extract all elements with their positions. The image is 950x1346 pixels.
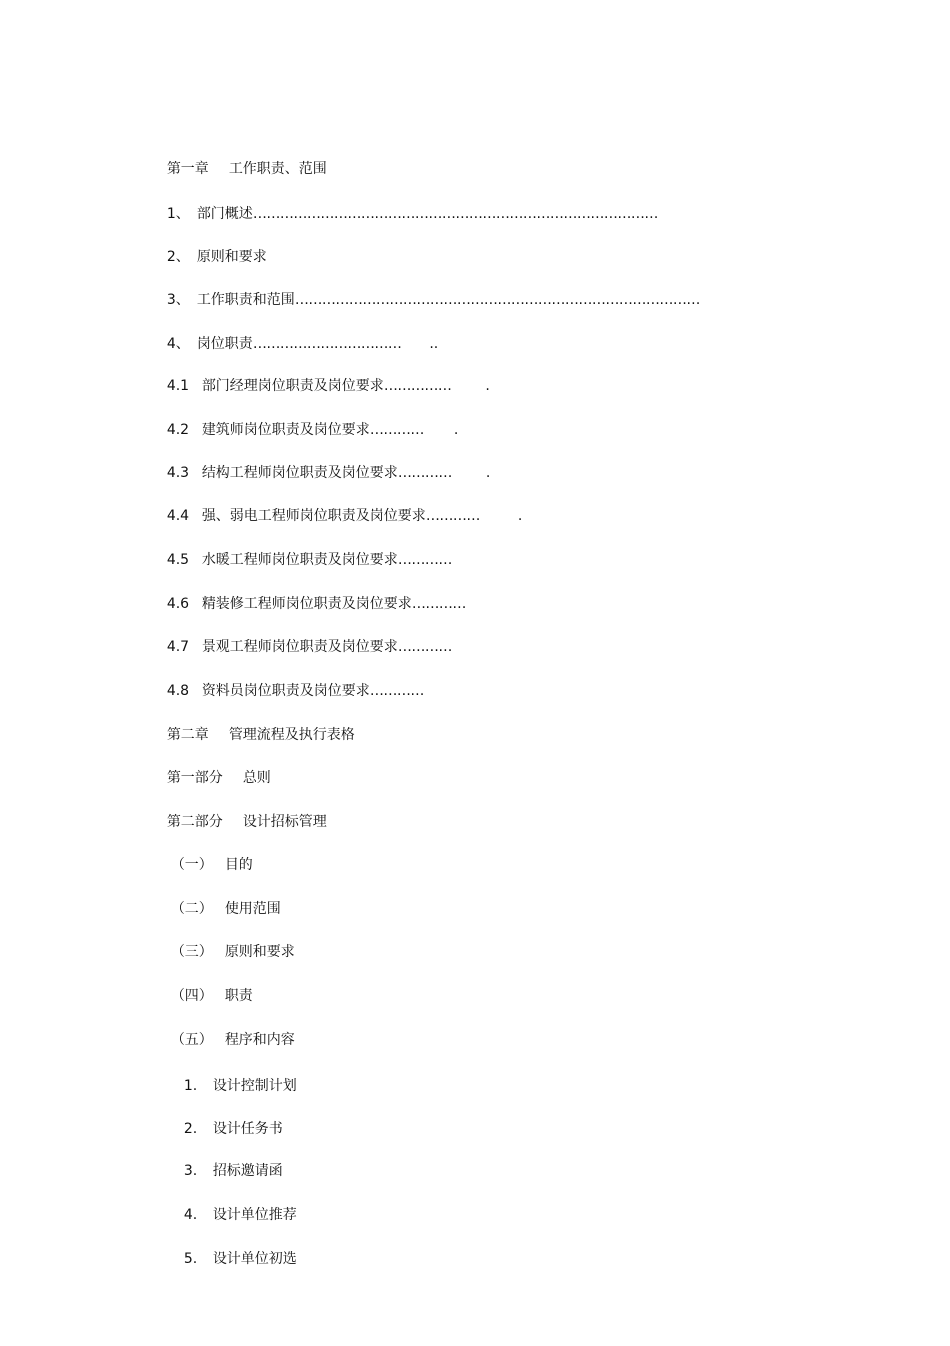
toc-number: 4. [183,1207,198,1223]
toc-number: 3. [183,1163,198,1179]
toc-text: 结构工程师岗位职责及岗位要求 [201,465,398,481]
toc-number: （四） [170,988,213,1004]
toc-text: 岗位职责 [196,336,253,352]
toc-text: 原则和要求 [196,249,267,265]
toc-number: 第一章 [166,161,209,177]
toc-text: 原则和要求 [224,944,295,960]
toc-text: 部门概述 [196,206,253,222]
toc-entry-part-2 [149,795,327,830]
toc-text: 管理流程及执行表格 [228,727,355,743]
toc-text: 职责 [224,988,253,1004]
toc-entry-step-1 [166,1059,297,1094]
toc-entry-step-3 [166,1144,283,1179]
toc-leader: ………… [369,683,424,699]
toc-number: 4.5 [166,552,190,568]
toc-entry-4-7 [149,620,452,655]
toc-text: 设计单位推荐 [212,1207,297,1223]
toc-leader: ………… [425,508,480,524]
toc-leader: ………… [411,596,466,612]
toc-entry-3 [149,273,700,308]
toc-entry-step-5 [166,1232,297,1267]
toc-number: 第二章 [166,727,209,743]
toc-number: 5. [183,1251,198,1267]
toc-entry-4-2 [149,403,459,438]
toc-text: 工作职责、范围 [228,161,327,177]
toc-entry-4-1 [149,359,490,394]
toc-entry-chapter-1 [149,142,327,177]
toc-entry-chapter-2 [149,708,355,743]
toc-number: 1、 [166,206,190,222]
toc-entry-2 [149,230,267,265]
toc-entry-4 [149,317,439,352]
toc-number: 4.3 [166,465,190,481]
toc-entry-section-3 [153,925,295,960]
toc-number: 第二部分 [166,814,223,830]
toc-text: 目的 [224,857,253,873]
toc-number: 4.8 [166,683,190,699]
toc-entry-4-8 [149,664,424,699]
toc-tail: . [485,465,491,481]
toc-text: 使用范围 [224,901,281,917]
toc-number: 4.2 [166,422,190,438]
toc-text: 总则 [242,770,271,786]
toc-entry-step-2 [166,1102,283,1137]
toc-leader: ……………………………………………………………………………… [294,292,700,308]
toc-tail: . [453,422,459,438]
toc-text: 设计单位初选 [212,1251,297,1267]
toc-tail: . [485,378,490,394]
toc-leader: …………………………… [252,336,402,352]
toc-number: 第一部分 [166,770,223,786]
toc-text: 设计控制计划 [212,1078,297,1094]
toc-text: 建筑师岗位职责及岗位要求 [201,422,370,438]
toc-entry-step-4 [166,1188,297,1223]
toc-entry-4-3 [149,446,491,481]
toc-number: （一） [170,857,213,873]
toc-text: 部门经理岗位职责及岗位要求 [201,378,384,394]
toc-entry-section-1 [153,838,253,873]
toc-text: 设计任务书 [212,1121,283,1137]
toc-text: 设计招标管理 [242,814,327,830]
toc-number: 2. [183,1121,198,1137]
toc-number: 4.6 [166,596,190,612]
toc-number: （二） [170,901,213,917]
toc-text: 水暖工程师岗位职责及岗位要求 [201,552,398,568]
toc-leader: ……………………………………………………………………………… [252,206,658,222]
toc-leader: ………… [369,422,424,438]
toc-number: 1. [183,1078,198,1094]
toc-entry-section-2 [153,882,281,917]
toc-text: 资料员岗位职责及岗位要求 [201,683,370,699]
toc-entry-4-6 [149,577,466,612]
toc-tail: . [517,508,523,524]
toc-number: 4.4 [166,508,190,524]
toc-text: 工作职责和范围 [196,292,295,308]
toc-leader: …………… [383,378,452,394]
toc-number: （五） [170,1032,213,1048]
toc-text: 招标邀请函 [212,1163,283,1179]
toc-entry-part-1 [149,751,271,786]
toc-text: 景观工程师岗位职责及岗位要求 [201,639,398,655]
toc-entry-1 [149,187,658,222]
toc-text: 强、弱电工程师岗位职责及岗位要求 [201,508,426,524]
toc-number: 4.1 [166,378,190,394]
toc-entry-section-4 [153,969,253,1004]
toc-number: 4.7 [166,639,190,655]
toc-entry-4-4 [149,489,523,524]
toc-number: 4、 [166,336,190,352]
toc-entry-section-5 [153,1013,295,1048]
toc-leader: ………… [397,552,452,568]
toc-leader: ………… [397,639,452,655]
toc-tail: .. [429,336,439,352]
toc-entry-4-5 [149,533,452,568]
toc-number: （三） [170,944,213,960]
toc-number: 2、 [166,249,190,265]
toc-leader: ………… [397,465,452,481]
toc-text: 程序和内容 [224,1032,295,1048]
toc-number: 3、 [166,292,190,308]
toc-text: 精装修工程师岗位职责及岗位要求 [201,596,412,612]
